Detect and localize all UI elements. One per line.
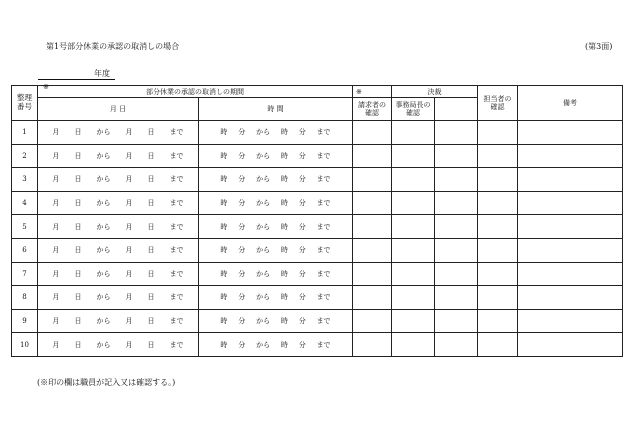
time-token: 分 [298, 199, 306, 208]
time-token: 時 [280, 246, 288, 255]
requester-check-cell[interactable] [353, 191, 392, 215]
date-token: 月 [125, 199, 133, 208]
requester-check-header: 請求者の確認 [353, 98, 392, 121]
decision-blank-cell[interactable] [435, 168, 478, 192]
time-token: 分 [238, 246, 246, 255]
row-number: 10 [12, 333, 38, 357]
date-token: 月 [125, 175, 133, 184]
date-token: から [96, 246, 111, 255]
secretary-general-cell[interactable] [392, 309, 435, 333]
time-token: 分 [238, 293, 246, 302]
remarks-cell[interactable] [518, 286, 623, 310]
date-token: 月 [125, 317, 133, 326]
date-token: 日 [74, 293, 82, 302]
decision-blank-cell[interactable] [435, 191, 478, 215]
date-range-cell[interactable] [38, 168, 199, 192]
time-range-cell[interactable] [199, 262, 353, 286]
time-token: まで [316, 246, 331, 255]
date-token: 日 [147, 175, 155, 184]
date-token: 月 [52, 317, 60, 326]
requester-check-cell[interactable] [353, 121, 392, 145]
requester-check-cell[interactable] [353, 144, 392, 168]
person-in-charge-cell[interactable] [478, 309, 518, 333]
time-token: から [256, 151, 271, 160]
decision-blank-cell[interactable] [435, 333, 478, 357]
time-token: 時 [280, 269, 288, 278]
date-token: まで [169, 128, 184, 137]
requester-check-cell[interactable] [353, 262, 392, 286]
person-in-charge-cell[interactable] [478, 238, 518, 262]
date-token: から [96, 293, 111, 302]
date-token: まで [169, 269, 184, 278]
date-token: から [96, 175, 111, 184]
date-token: から [96, 317, 111, 326]
time-token: 時 [220, 340, 228, 349]
date-token: 日 [147, 222, 155, 231]
time-token: 時 [220, 175, 228, 184]
row-number-header: 整理番号 [12, 86, 38, 121]
time-token: から [256, 293, 271, 302]
date-token: 月 [52, 128, 60, 137]
date-token: から [96, 128, 111, 137]
remarks-cell[interactable] [518, 144, 623, 168]
decision-header: 決裁 [392, 86, 478, 98]
year-entry-line[interactable] [38, 79, 115, 80]
date-token: まで [169, 246, 184, 255]
date-range-cell[interactable] [38, 238, 199, 262]
date-token: 日 [74, 269, 82, 278]
time-token: 分 [238, 222, 246, 231]
date-range-cell[interactable] [38, 191, 199, 215]
person-in-charge-cell[interactable] [478, 191, 518, 215]
date-range-cell[interactable] [38, 309, 199, 333]
time-token: 時 [220, 151, 228, 160]
date-token: 月 [125, 151, 133, 160]
secretary-general-cell[interactable] [392, 191, 435, 215]
secretary-general-cell[interactable] [392, 215, 435, 239]
time-token: 時 [280, 340, 288, 349]
date-token: 月 [125, 222, 133, 231]
row-number: 7 [12, 262, 38, 286]
time-token: 時 [280, 222, 288, 231]
time-range-cell[interactable] [199, 238, 353, 262]
date-token: 日 [147, 128, 155, 137]
time-token: まで [316, 128, 331, 137]
person-in-charge-cell[interactable] [478, 333, 518, 357]
date-column-header: 月 日 [38, 98, 199, 121]
requester-check-cell[interactable] [353, 286, 392, 310]
date-token: から [96, 222, 111, 231]
date-token: から [96, 269, 111, 278]
date-token: 日 [147, 246, 155, 255]
table-row [12, 191, 623, 215]
person-in-charge-header: 担当者の確認 [478, 86, 518, 121]
requester-check-cell[interactable] [353, 215, 392, 239]
time-token: まで [316, 151, 331, 160]
decision-blank-cell[interactable] [435, 262, 478, 286]
time-token: 分 [298, 175, 306, 184]
time-token: から [256, 317, 271, 326]
remarks-cell[interactable] [518, 333, 623, 357]
secretary-general-cell[interactable] [392, 333, 435, 357]
date-token: まで [169, 222, 184, 231]
table-row [12, 144, 623, 168]
date-token: 日 [147, 293, 155, 302]
date-range-cell[interactable] [38, 262, 199, 286]
time-token: 分 [238, 175, 246, 184]
row-number: 4 [12, 191, 38, 215]
time-token: 分 [238, 199, 246, 208]
time-token: 時 [220, 128, 228, 137]
person-in-charge-cell[interactable] [478, 168, 518, 192]
table-row [12, 121, 623, 145]
period-mark: ※ [43, 82, 49, 91]
decision-blank-cell[interactable] [435, 238, 478, 262]
date-token: 日 [74, 128, 82, 137]
time-range-cell[interactable] [199, 191, 353, 215]
row-number: 5 [12, 215, 38, 239]
time-token: 分 [298, 151, 306, 160]
row-number: 8 [12, 286, 38, 310]
date-token: 日 [74, 246, 82, 255]
date-token: まで [169, 340, 184, 349]
time-token: 時 [280, 317, 288, 326]
time-token: 分 [238, 151, 246, 160]
remarks-cell[interactable] [518, 215, 623, 239]
footnote: (※印の欄は職員が記入又は確認する。) [37, 378, 176, 387]
time-token: から [256, 269, 271, 278]
time-token: 分 [298, 293, 306, 302]
time-token: 分 [298, 317, 306, 326]
remarks-header: 備考 [518, 86, 623, 121]
date-token: から [96, 151, 111, 160]
date-token: 月 [52, 246, 60, 255]
date-token: 月 [125, 340, 133, 349]
time-token: 時 [220, 293, 228, 302]
table-row [12, 309, 623, 333]
time-token: 分 [238, 340, 246, 349]
date-token: 日 [74, 340, 82, 349]
date-token: 月 [52, 175, 60, 184]
row-number: 3 [12, 168, 38, 192]
person-in-charge-cell[interactable] [478, 121, 518, 145]
date-range-cell[interactable] [38, 144, 199, 168]
time-token: 分 [298, 222, 306, 231]
date-token: 日 [147, 340, 155, 349]
date-token: まで [169, 151, 184, 160]
date-range-cell[interactable] [38, 215, 199, 239]
requester-mark: ※ [353, 86, 392, 98]
date-token: から [96, 199, 111, 208]
date-token: 日 [74, 151, 82, 160]
date-token: 月 [52, 293, 60, 302]
requester-check-cell[interactable] [353, 309, 392, 333]
decision-blank-cell[interactable] [435, 309, 478, 333]
time-token: まで [316, 293, 331, 302]
date-token: 月 [125, 269, 133, 278]
secretary-general-cell[interactable] [392, 168, 435, 192]
secretary-general-cell[interactable] [392, 262, 435, 286]
period-header [38, 82, 353, 98]
person-in-charge-cell[interactable] [478, 262, 518, 286]
date-token: まで [169, 293, 184, 302]
time-range-cell[interactable] [199, 333, 353, 357]
time-token: 分 [238, 128, 246, 137]
row-number: 1 [12, 121, 38, 145]
time-range-cell[interactable] [199, 215, 353, 239]
time-range-cell[interactable] [199, 286, 353, 310]
date-range-cell[interactable] [38, 333, 199, 357]
time-token: から [256, 222, 271, 231]
decision-blank-header [435, 98, 478, 121]
time-token: 時 [280, 151, 288, 160]
date-token: 日 [147, 269, 155, 278]
remarks-cell[interactable] [518, 191, 623, 215]
time-token: まで [316, 199, 331, 208]
time-range-cell[interactable] [199, 121, 353, 145]
table-row [12, 168, 623, 192]
date-token: 月 [52, 269, 60, 278]
time-token: まで [316, 222, 331, 231]
time-column-header: 時 間 [199, 98, 353, 121]
time-token: 時 [220, 222, 228, 231]
time-token: 分 [298, 340, 306, 349]
decision-blank-cell[interactable] [435, 215, 478, 239]
remarks-cell[interactable] [518, 262, 623, 286]
date-token: 月 [125, 128, 133, 137]
date-token: 日 [74, 175, 82, 184]
table-row [12, 333, 623, 357]
row-number: 9 [12, 309, 38, 333]
time-token: 時 [220, 199, 228, 208]
person-in-charge-cell[interactable] [478, 144, 518, 168]
form-table [11, 82, 623, 357]
secretary-general-cell[interactable] [392, 238, 435, 262]
time-token: まで [316, 175, 331, 184]
time-token: から [256, 340, 271, 349]
requester-check-cell[interactable] [353, 168, 392, 192]
decision-blank-cell[interactable] [435, 121, 478, 145]
time-token: 時 [280, 293, 288, 302]
remarks-cell[interactable] [518, 309, 623, 333]
date-token: 日 [74, 199, 82, 208]
secretary-general-header: 事務局長の確認 [392, 98, 435, 121]
time-token: から [256, 128, 271, 137]
date-token: 月 [52, 199, 60, 208]
row-number: 6 [12, 238, 38, 262]
time-token: 分 [238, 317, 246, 326]
date-token: 日 [74, 222, 82, 231]
date-token: 日 [74, 317, 82, 326]
person-in-charge-cell[interactable] [478, 286, 518, 310]
date-token: まで [169, 317, 184, 326]
time-range-cell[interactable] [199, 144, 353, 168]
time-token: 時 [280, 175, 288, 184]
date-token: 日 [147, 317, 155, 326]
table-row [12, 238, 623, 262]
time-token: から [256, 175, 271, 184]
time-token: まで [316, 317, 331, 326]
time-token: 時 [220, 269, 228, 278]
remarks-cell[interactable] [518, 121, 623, 145]
date-token: 月 [52, 222, 60, 231]
time-token: 時 [220, 246, 228, 255]
date-token: 月 [52, 340, 60, 349]
remarks-cell[interactable] [518, 238, 623, 262]
date-token: から [96, 340, 111, 349]
table-row [12, 215, 623, 239]
time-token: 分 [298, 269, 306, 278]
date-token: 日 [147, 151, 155, 160]
time-token: 分 [238, 269, 246, 278]
period-title: 部分休業の承認の取消しの期間 [146, 87, 244, 96]
time-token: から [256, 199, 271, 208]
page-number: (第3面) [585, 42, 613, 51]
time-token: まで [316, 269, 331, 278]
time-range-cell[interactable] [199, 168, 353, 192]
requester-check-cell[interactable] [353, 238, 392, 262]
remarks-cell[interactable] [518, 168, 623, 192]
date-token: 月 [52, 151, 60, 160]
date-token: 月 [125, 293, 133, 302]
person-in-charge-cell[interactable] [478, 215, 518, 239]
time-token: 時 [220, 317, 228, 326]
date-token: まで [169, 175, 184, 184]
time-token: から [256, 246, 271, 255]
time-token: 分 [298, 246, 306, 255]
time-token: 時 [280, 128, 288, 137]
time-token: 時 [280, 199, 288, 208]
table-row [12, 262, 623, 286]
date-token: 月 [125, 246, 133, 255]
table-row [12, 286, 623, 310]
time-token: まで [316, 340, 331, 349]
time-token: 分 [298, 128, 306, 137]
year-label: 年度 [94, 69, 110, 78]
decision-blank-cell[interactable] [435, 144, 478, 168]
secretary-general-cell[interactable] [392, 121, 435, 145]
time-range-cell[interactable] [199, 309, 353, 333]
decision-blank-cell[interactable] [435, 286, 478, 310]
date-range-cell[interactable] [38, 286, 199, 310]
date-range-cell[interactable] [38, 121, 199, 145]
row-number: 2 [12, 144, 38, 168]
requester-check-cell[interactable] [353, 333, 392, 357]
date-token: 日 [147, 199, 155, 208]
document-title: 第1号部分休業の承認の取消しの場合 [46, 42, 180, 51]
secretary-general-cell[interactable] [392, 286, 435, 310]
date-token: まで [169, 199, 184, 208]
secretary-general-cell[interactable] [392, 144, 435, 168]
